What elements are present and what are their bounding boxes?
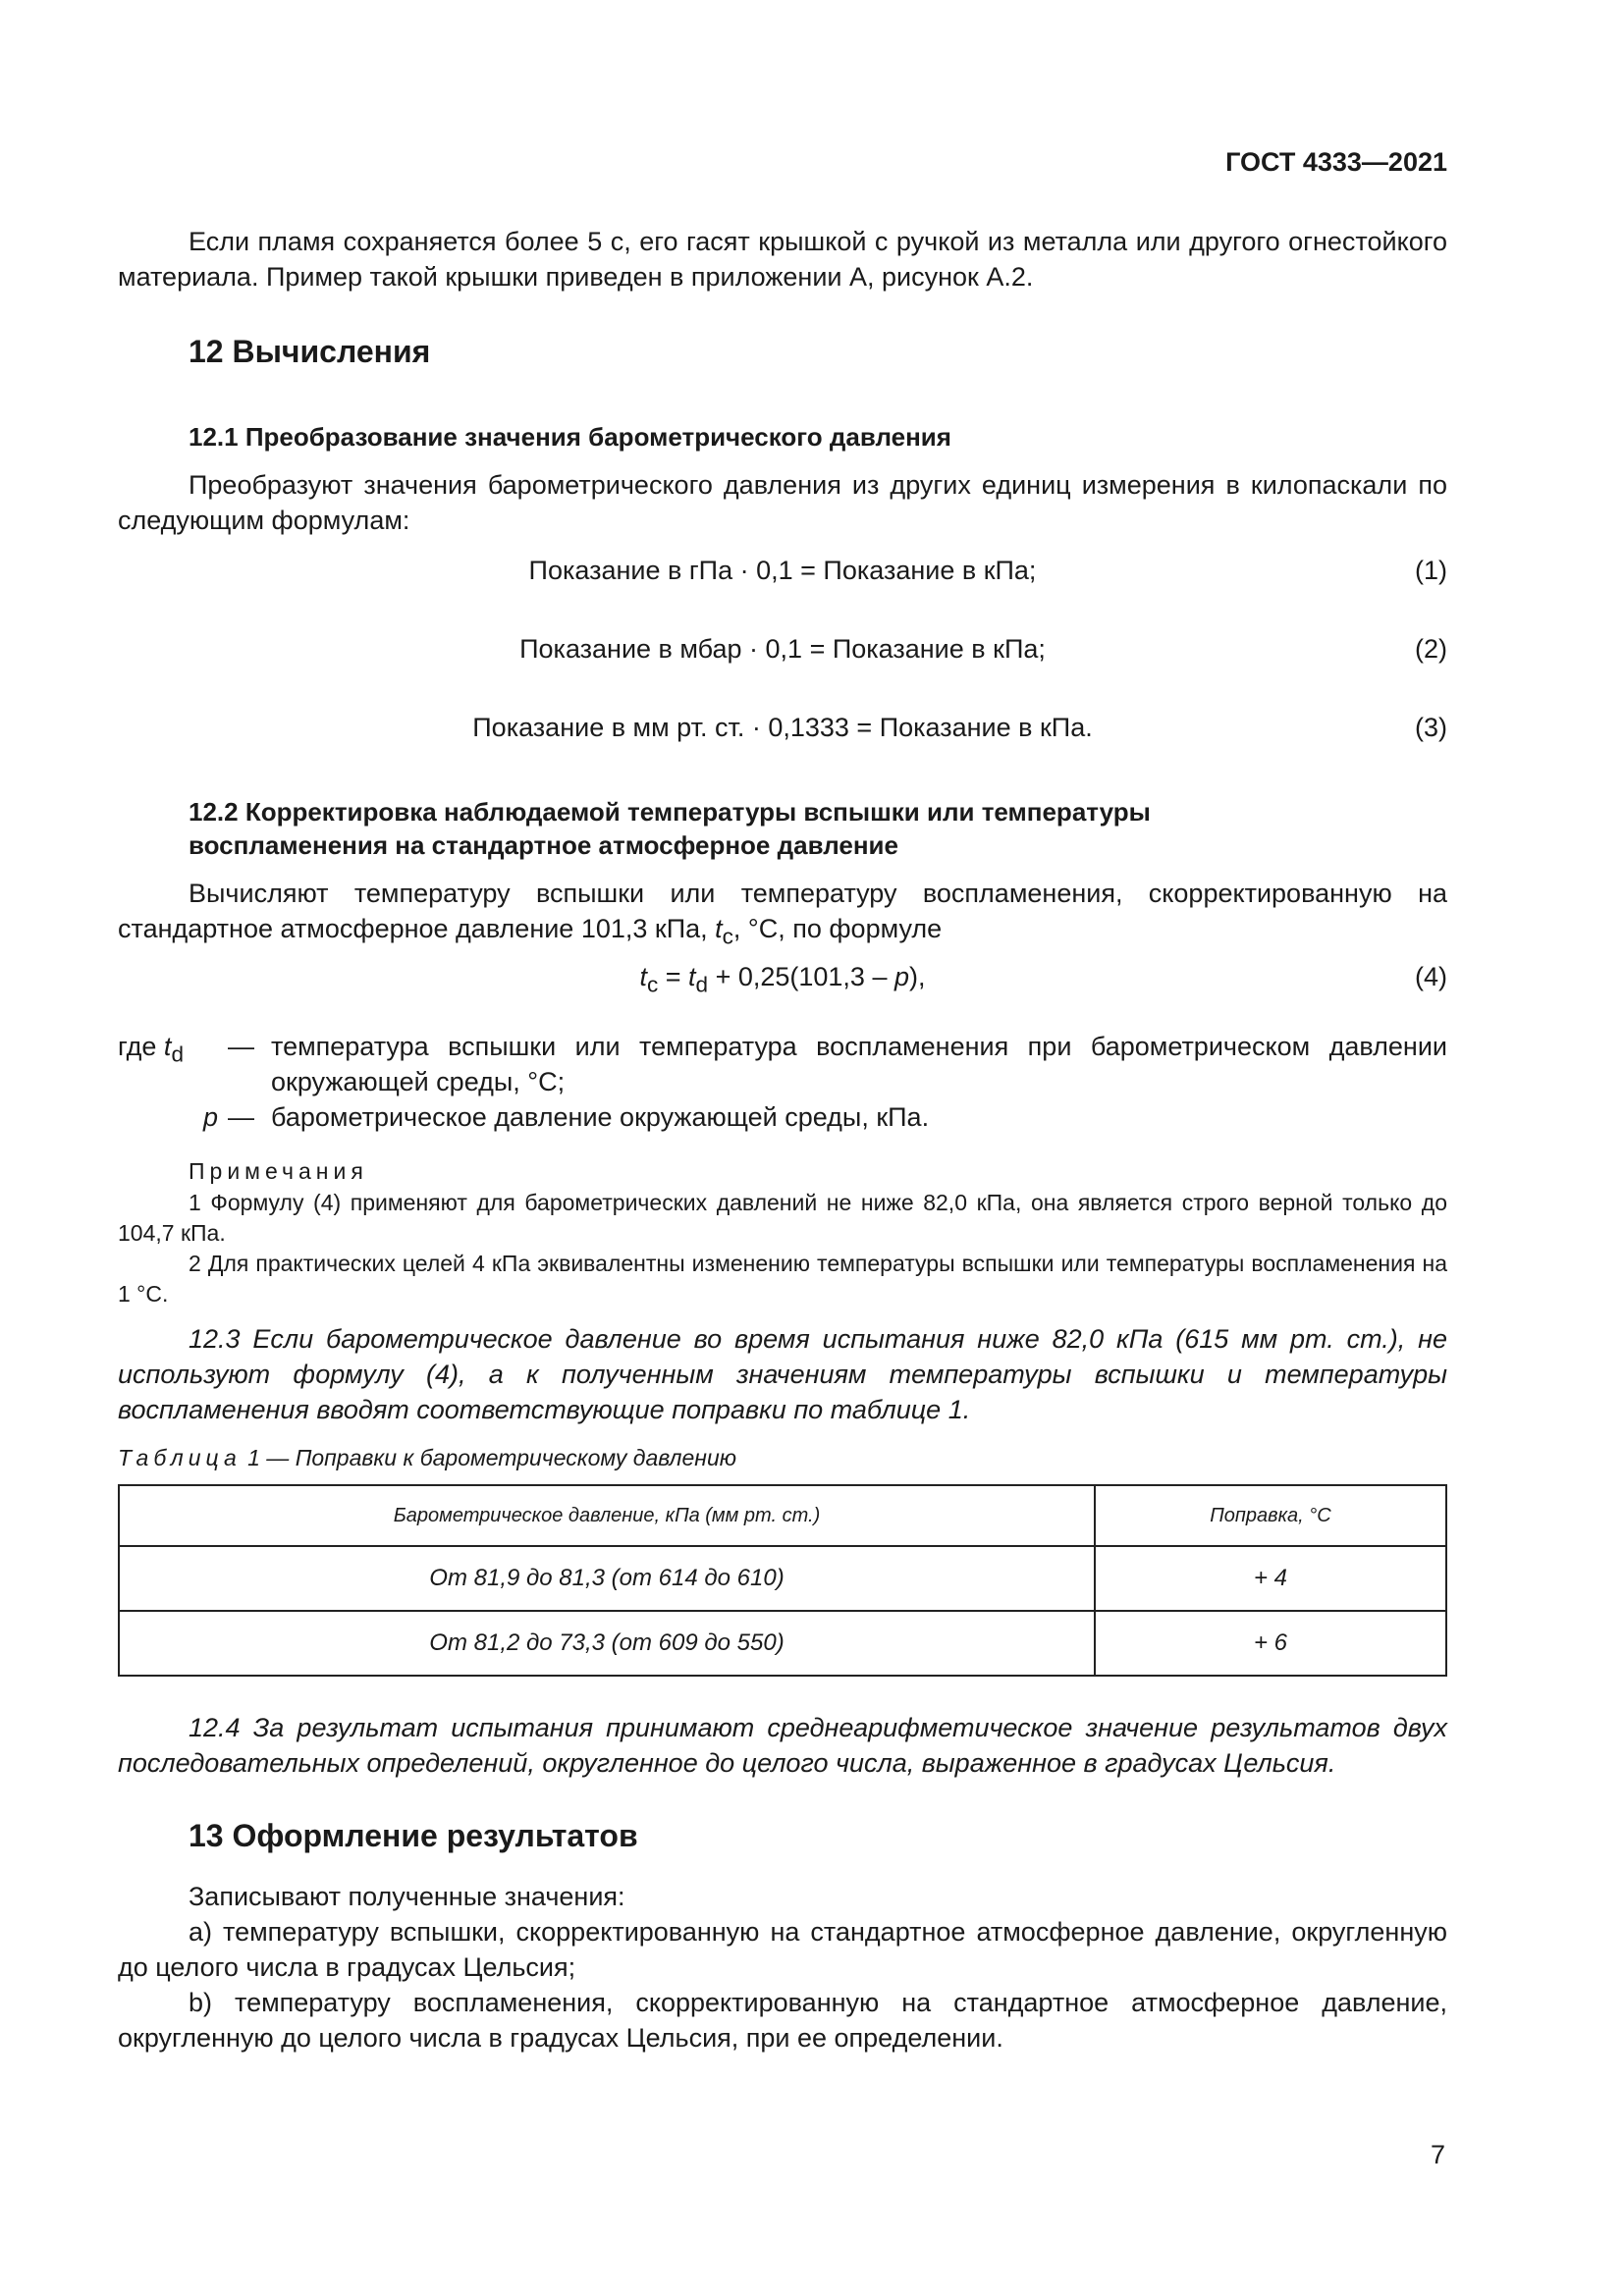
note-2: 2 Для практических целей 4 кПа эквивалентны изменению температуры вспышки или температуры воспламенения на 1 °С. [118,1251,1447,1307]
page-number: 7 [1430,2140,1445,2169]
table-caption-label: Таблица [118,1445,242,1470]
subsection-12-1-title: 12.1 Преобразование значения барометрического давления [189,422,951,452]
sub-c: c [647,972,659,997]
formula-close: ), [909,962,926,991]
table-header-row [119,1485,1446,1546]
note-1: 1 Формулу (4) применяют для барометрических давлений не ниже 82,0 кПа, она является строго верной только до 104,7 кПа. [118,1190,1447,1246]
table-row [119,1611,1446,1676]
formula-1-number: (1) [1415,556,1447,585]
table-header-correction: Поправка, °С [1095,1485,1446,1546]
section-12-title: 12 Вычисления [189,334,431,369]
formula-4-number: (4) [1415,962,1447,991]
definition-symbol [118,1099,228,1135]
formula-4 [0,962,1565,997]
definition-dash: — [228,1102,254,1132]
var-p: p [893,962,909,991]
text-part: Вычисляют температуру вспышки или температуру воспламенения, скорректированную на стандартное атмосферное давление 101,3 кПа, [118,879,1447,943]
notes-title: Примечания [189,1158,368,1184]
subsection-12-2-text [118,876,1447,954]
subsection-12-1-text: Преобразуют значения барометрического давления из других единиц измерения в килопаскали по следующим формулам: [118,470,1447,535]
sub-d: d [695,972,709,997]
text-part: , °С, по формуле [732,914,943,943]
sub-d: d [171,1041,184,1067]
table-cell-correction: + 6 [1095,1611,1446,1676]
table-header-pressure: Барометрическое давление, кПа (мм рт. ст.) [119,1485,1095,1546]
table-row [119,1546,1446,1611]
var-t: t [688,962,696,991]
var-t: t [639,962,647,991]
var-t: t [163,1032,172,1061]
section-13-title: 13 Оформление результатов [189,1818,638,1853]
equals: = [658,962,689,991]
document-header: ГОСТ 4333—2021 [1225,147,1447,177]
definition-text: температура вспышки или температура воспламенения при барометрическом давлении окружающей среды, °С; [271,1032,1447,1096]
subsection-12-4-text: 12.4 За результат испытания принимают среднеарифметическое значение результатов двух последовательных определений, округленное до целого числа, выраженное в градусах Цельсия. [118,1713,1447,1778]
table-caption [118,1445,736,1471]
table-caption-text: 1 — Поправки к барометрическому давлению [241,1445,737,1470]
table-cell-pressure: От 81,9 до 81,3 (от 614 до 610) [119,1546,1095,1611]
where-word: где [118,1032,157,1061]
subsection-12-2-title-line2: воспламенения на стандартное атмосферное давление [189,830,898,860]
definition-symbol [118,1029,228,1099]
subsection-12-3-text: 12.3 Если барометрическое давление во время испытания ниже 82,0 кПа (615 мм рт. ст.), не используют формулу (4), а к полученным значениям температуры вспышки и температуры воспламенения вводят соответствующие поправки по таблице 1. [118,1324,1447,1424]
var-t: t [715,914,723,943]
section-13-item-b: b) температуру воспламенения, скорректированную на стандартное атмосферное давление, округленную до целого числа в градусах Цельсия, при ее определении. [118,1988,1447,2053]
formula-2: Показание в мбар · 0,1 = Показание в кПа; [519,634,1046,664]
formula-3-number: (3) [1415,713,1447,742]
formula-rest: + 0,25(101,3 – [708,962,894,991]
definition-dash: — [228,1032,254,1061]
definition-text: барометрическое давление окружающей среды, кПа. [271,1102,930,1132]
section-13-text: Записывают полученные значения: [189,1882,625,1911]
table-cell-pressure: От 81,2 до 73,3 (от 609 до 550) [119,1611,1095,1676]
table-cell-correction: + 4 [1095,1546,1446,1611]
definition-p [118,1099,1447,1135]
sub-c: c [722,924,733,949]
subsection-12-2-title [189,795,1151,862]
subsection-12-2-title-line1: 12.2 Корректировка наблюдаемой температуры вспышки или температуры [189,797,1151,827]
section-13-item-a: a) температуру вспышки, скорректированную на стандартное атмосферное давление, округленную до целого числа в градусах Цельсия; [118,1917,1447,1982]
formula-1: Показание в гПа · 0,1 = Показание в кПа; [528,556,1037,585]
var-p: p [202,1102,218,1132]
formula-2-number: (2) [1415,634,1447,664]
correction-table [118,1484,1447,1677]
formula-3: Показание в мм рт. ст. · 0,1333 = Показание в кПа. [472,713,1093,742]
definition-td [118,1029,1447,1099]
intro-paragraph: Если пламя сохраняется более 5 с, его гасят крышкой с ручкой из металла или другого огнестойкого материала. Пример такой крышки приведен в приложении А, рисунок А.2. [118,227,1447,292]
